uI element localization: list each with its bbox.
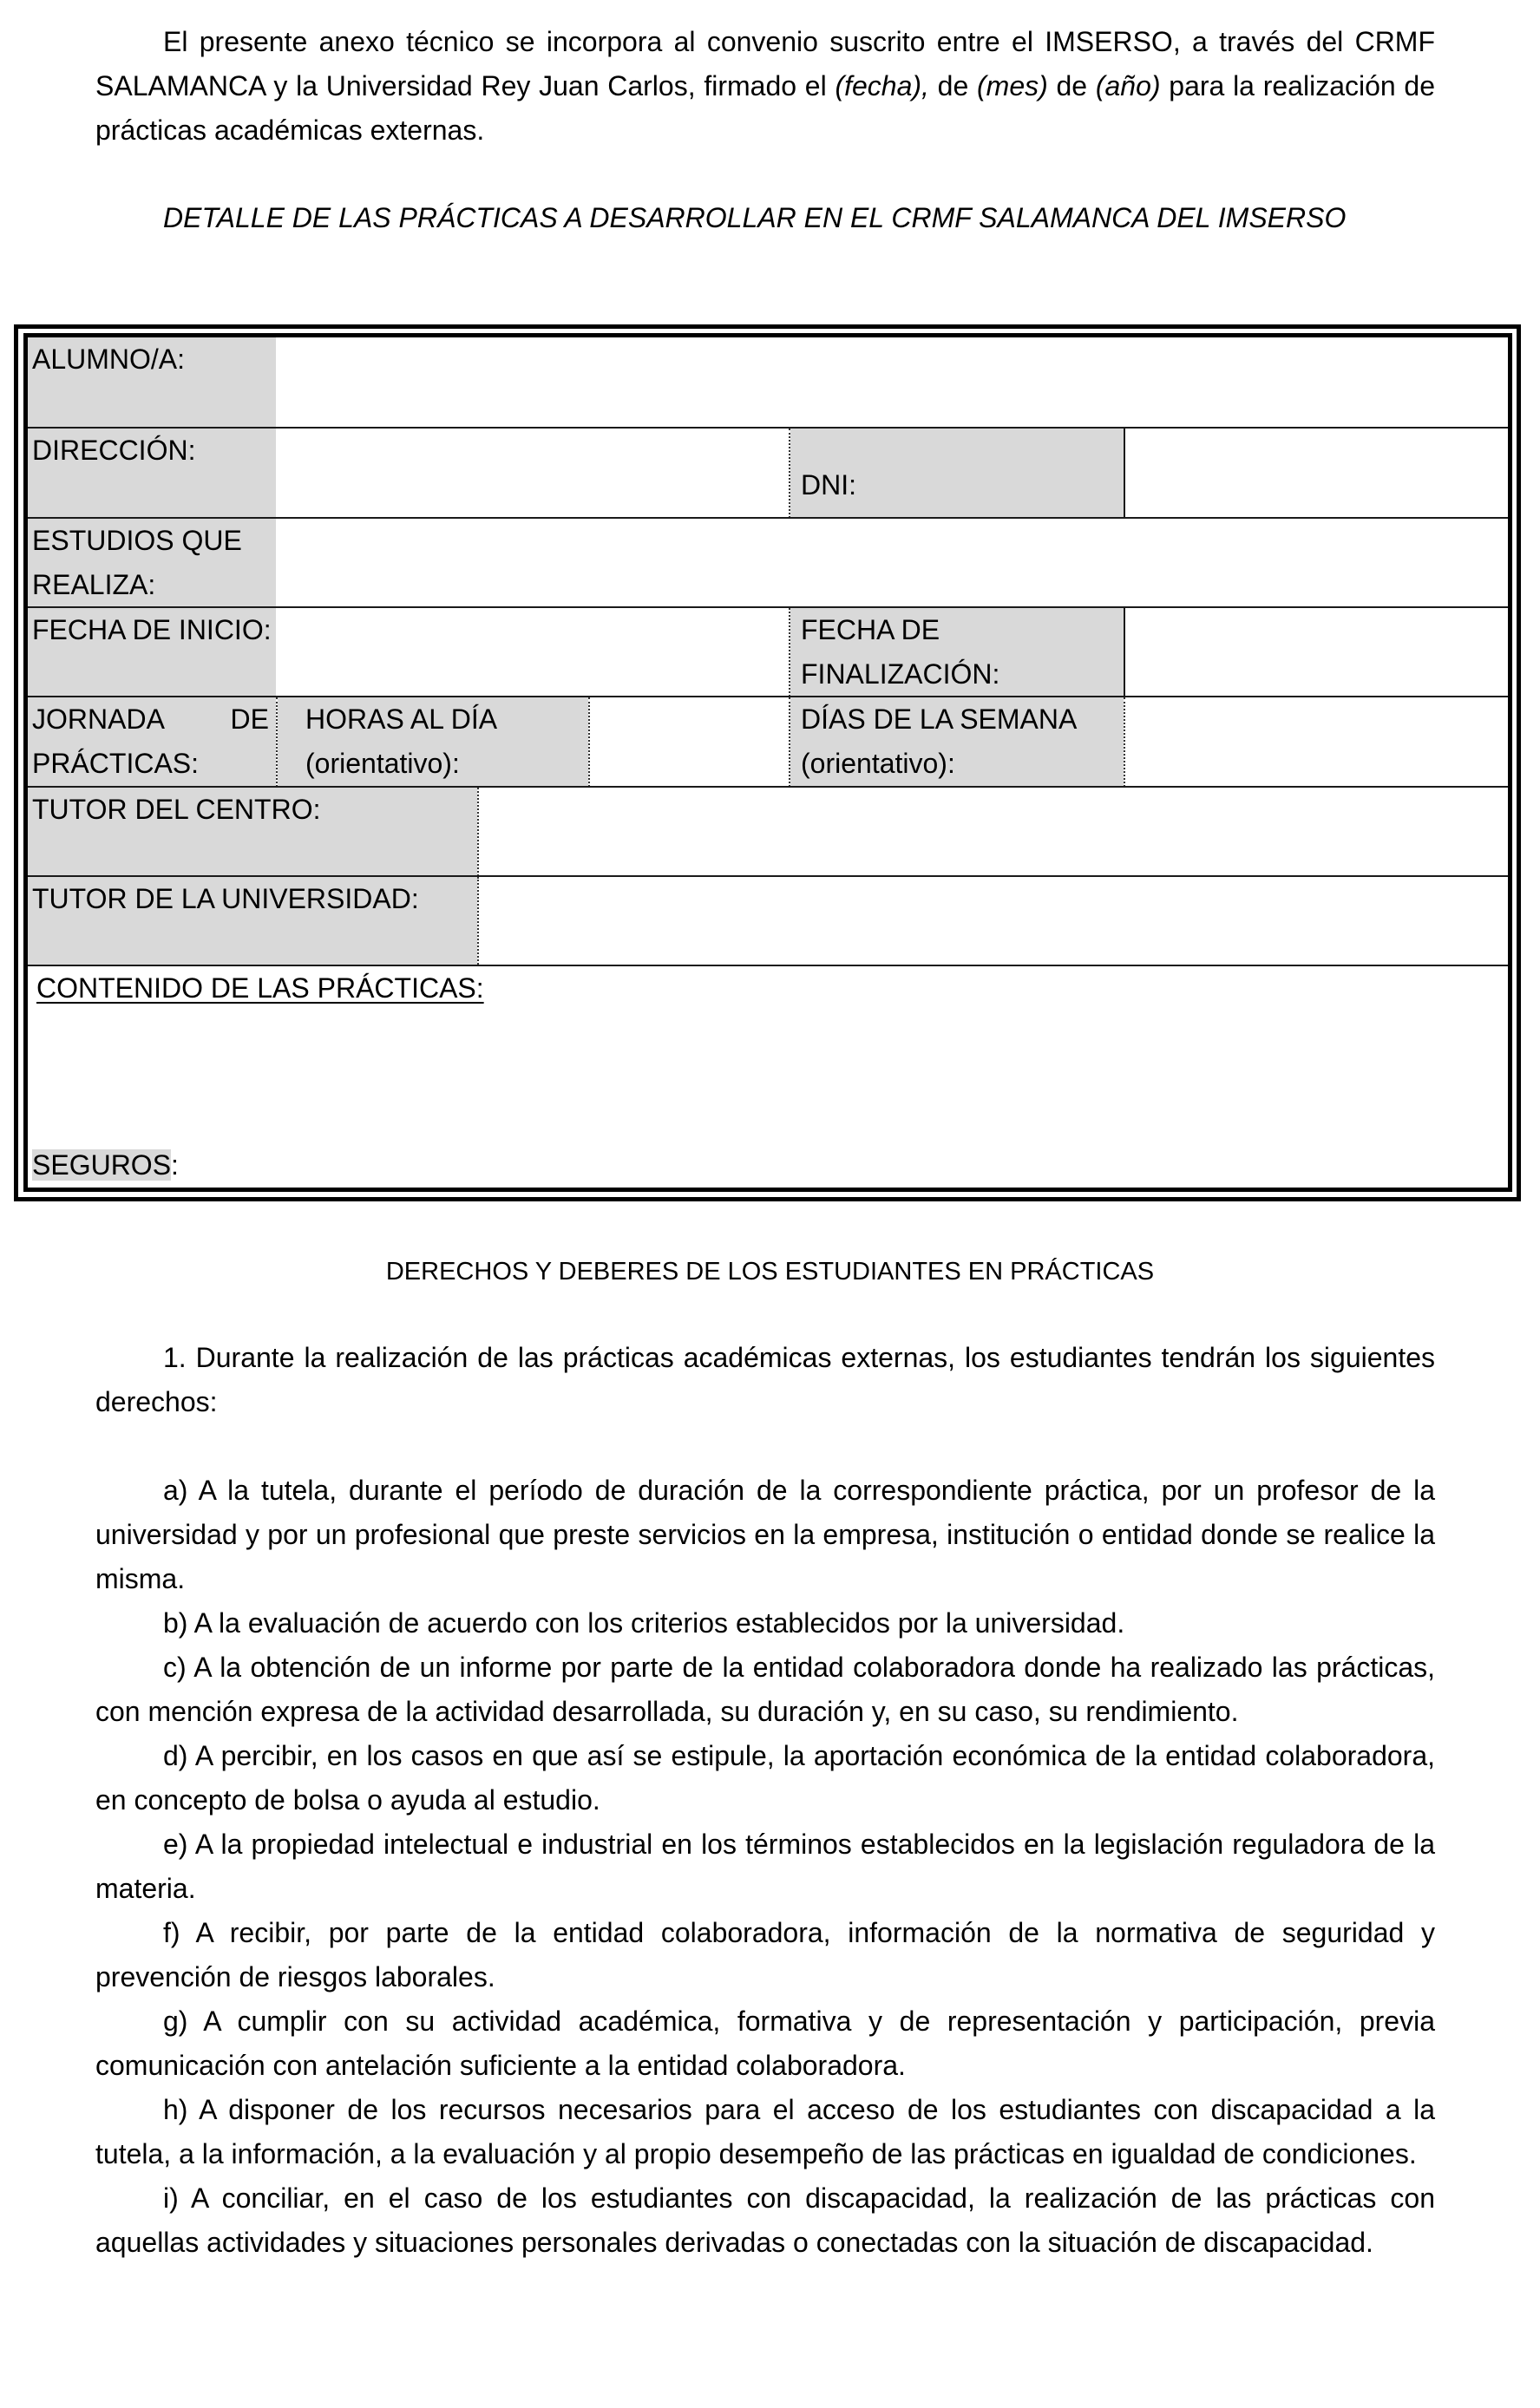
fecha-inicio-field[interactable] [278,608,789,697]
rights-intro [95,1336,1435,1424]
rights-item-a: a) A la tutela, durante el período de duración de la correspondiente práctica, por un profesor de la universidad y por un profesional que preste servicios en la empresa, institución o entidad donde se realice la misma. [95,1475,1435,1594]
rights-item-h: h) A disponer de los recursos necesarios para el acceso de los estudiantes con discapacidad a la tutela, a la información, a la evaluación y al propio desempeño de las prácticas en igualdad de condiciones. [95,2094,1435,2169]
rights-item-c: c) A la obtención de un informe por parte de la entidad colaboradora donde ha realizado las prácticas, con mención expresa de la actividad desarrollada, su duración y, en su caso, su rendimiento. [95,1652,1435,1727]
tutor-centro-field[interactable] [479,788,1508,876]
fecha-fin-label: FECHA DE FINALIZACIÓN: [790,608,1124,697]
rights-item-e: e) A la propiedad intelectual e industrial en los términos establecidos en la legislación reguladora de la materia. [95,1829,1435,1904]
fecha-fin-divider [1124,608,1125,697]
estudios-label: ESTUDIOS QUE REALIZA: [28,519,276,607]
horas-dotted-divider [588,697,590,787]
intro-paragraph [95,20,1435,153]
intro-text-end: para la realización de prácticas académicas externas. [95,70,1436,146]
intro-text: El presente anexo técnico se incorpora al convenio suscrito entre el IMSERSO, a través del CRMF SALAMANCA y la Universidad Rey Juan Carlos, firmado el [95,26,1435,101]
tutor-univ-dotted-divider [477,877,479,965]
seguros-line [32,1143,379,1188]
fecha-fin-field[interactable] [1125,608,1508,697]
rights-intro-text: 1. Durante la realización de las prácticas académicas externas, los estudiantes tendrán los siguientes derechos: [95,1342,1435,1417]
fecha-dotted-divider [789,608,790,697]
rights-item-b: b) A la evaluación de acuerdo con los criterios establecidos por la universidad. [163,1607,1125,1639]
tutor-univ-label: TUTOR DE LA UNIVERSIDAD: [28,877,477,965]
jornada-dotted-divider [276,697,278,787]
mes-placeholder: (mes) [977,70,1048,101]
dni-label: DNI: [790,429,1124,518]
seguros-label: SEGUROS [32,1149,172,1181]
rights-item-f: f) A recibir, por parte de la entidad colaboradora, información de la normativa de seguridad y prevención de riesgos laborales. [95,1917,1435,1992]
seguros-colon: : [171,1149,179,1181]
dni-dotted-divider [789,429,790,518]
estudios-field[interactable] [278,519,1508,607]
rights-heading: DERECHOS Y DEBERES DE LOS ESTUDIANTES EN PRÁCTICAS [385,1258,1155,1286]
tutor-centro-dotted-divider [477,788,479,876]
jornada-label: JORNADA DE PRÁCTICAS: [28,697,276,787]
dni-field[interactable] [1125,429,1508,518]
rights-item-d: d) A percibir, en los casos en que así se estipule, la aportación económica de la entidad colaboradora, en concepto de bolsa o ayuda al estudio. [95,1740,1435,1816]
dias-dotted-divider-left [789,697,790,787]
tutor-univ-field[interactable] [479,877,1508,965]
horas-field[interactable] [590,697,789,787]
rights-item-g: g) A cumplir con su actividad académica, formativa y de representación y participación, previa comunicación con antelación suficiente a la entidad colaboradora. [95,2006,1435,2081]
alumno-label: ALUMNO/A: [28,337,276,428]
intro-text-de: de [928,70,977,101]
intro-text-de: de [1047,70,1096,101]
fecha-inicio-label: FECHA DE INICIO: [28,608,276,697]
alumno-field[interactable] [278,337,1508,428]
dias-label: DÍAS DE LA SEMANA (orientativo): [790,697,1124,787]
anio-placeholder: (año) [1095,70,1161,101]
dni-divider [1124,429,1125,518]
detail-heading [95,196,1435,240]
dias-dotted-divider-right [1124,697,1125,787]
horas-label: HORAS AL DÍA (orientativo): [278,697,588,787]
rights-item-i: i) A conciliar, en el caso de los estudiantes con discapacidad, la realización de las prácticas con aquellas actividades y situaciones personales derivadas o conectadas con la situación de discapacidad. [95,2182,1435,2258]
dias-field[interactable] [1125,697,1508,787]
tutor-centro-label: TUTOR DEL CENTRO: [28,788,477,876]
rights-list [0,1469,1540,2265]
contenido-label: CONTENIDO DE LAS PRÁCTICAS: [36,972,484,1004]
fecha-placeholder: (fecha), [835,70,929,101]
direccion-label: DIRECCIÓN: [28,429,276,518]
detail-heading-text: DETALLE DE LAS PRÁCTICAS A DESARROLLAR EN EL CRMF SALAMANCA DEL IMSERSO [163,202,1347,233]
direccion-field[interactable] [278,429,789,518]
